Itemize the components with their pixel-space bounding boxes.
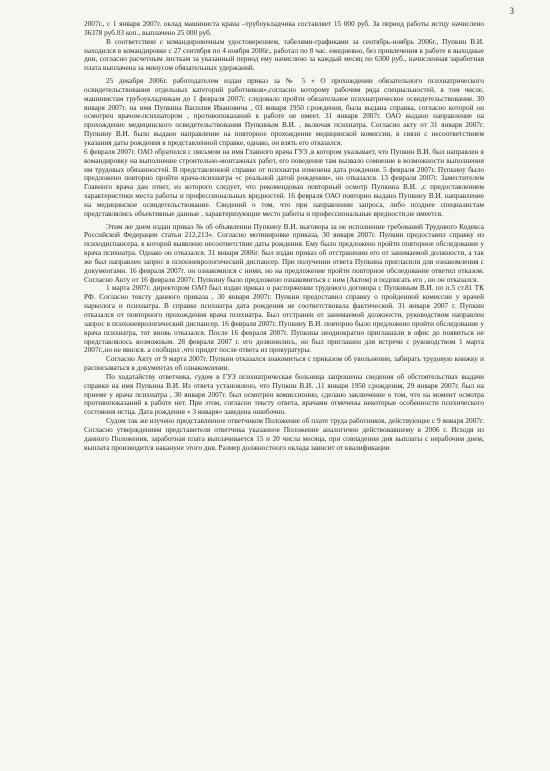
paragraph: В соответствии с командировочным удостоверением, табелями-графиками за сентябрь-ноябрь 2006г., Пупкин В.И. находился в командировке с 27 сентября по 4 ноября 2006г., работал по 8 час. ежедневно, без привлечения к работе в выходные дни, согласно расчетным листкам за указанный период ему начислено за каждый месяц по 6300 руб., начисленная заработная плата выплачена за минусом обязательных удержаний. [84,36,484,73]
paragraph: 25 декабря 2006г. работодателем издан приказ за № 5 « О прохождении обязательного психиатрического освидетельствования отдельных категорий работников»,согласно которому рабочим ряда специальностей, в том числе, машинистам трубоукладчикам до 1 февраля 2007г. следовало пройти обязательное психиатрическое освидетельствование. 30 января 2007г. на имя Пупкина Василия Ивановича , 03 января 1950 г.рождения, была выдана справка, согласно которой он осмотрен врачом-психиатором , противопоказаний к работе не имеет. 31 января 2007г. ОАО выдано направление на прохождение медицинского освидетельствования Пупкиным В.И. , включая психиатра. Согласно акту от 31 января 2007г. Пупкину В.И. было выдано направление на повторное прохождение медицинской комиссии, в связи с несоответствием указания даты рождения в представленной справке, однако, он взять его отказался. [84,76,484,147]
paragraph: Согласно Акту от 9 марта 2007г. Пупкин отказался знакомиться с приказом об увольнении, забирать трудовую книжку и расписываться в документах об ознакомлении. [84,354,484,373]
document-body [84,20,484,453]
paragraph: 2007г., с 1 января 2007г. оклад машиниста крана –трубоукладчика составляет 15 000 руб. За период работы истцу начислено 36378 руб.03 коп., выплачено 25 000 руб. [84,19,484,37]
paragraph: 1 марта 2007г. директором ОАО был издан приказ о расторжении трудового договора с Пупкиным В.И. по п.5 ст.81 ТК РФ. Согласно тексту данного приказа , 30 января 2007г. Пупкин предоставил справку о пройденной комиссии у врачей нарколога и психиатра. В справке психиатра дата рождения не соответствовала фактической. 31 января 2007 г. Пупкин отказался от повторного прохождения врача психиатра. Был отстранен от занимаемой должности, руководством направлен запрос в психоневрологический диспансер. 16 февраля 2007г. Пупкину В.И. повторно было предложено пройти обследование у врача психиатра, тот вновь отказался. После 16 февраля 2007г. Пупкина неоднократно приглашали в офис до появиться не представлялось возможным. 28 февраля 2007 г. его дозвонились, он был приглашен для встречи с руководством 1 марта 2007г.,но не явился. а сообщил ,что придет после ответа из прокуратуры. [84,283,484,355]
paragraph: 6 февраля 2007г. ОАО обратился с письмом на имя Главного врача ГУЗ ,в котором указывает, что Пупкин В.И. был направлен в командировку на выполнение строительно-монтажных работ, его поведение там вызвало сомнение в возможности выполнения им трудовых обязанностей. В представленной справке от психиатра изменена дата рождения. 5 февраля 2007г. Пупкину было предложено повторно пройти врача-психиатра «с реальной датой рождения», он отказался. 13 февраля 2007г. Заместителем Главного врача дан ответ, из которого следует, что рекомендован повторный осмотр Пупкина В.И. ,с предоставлением характеристики места работы и профессиональных вредностей. 16 февраля ОАО повторно выдано Пупкину В.И. направление на медицинское освидетельствование. Сведений о том, что при направлении запроса, либо позднее специалистам представлялись объективные данные , характеризующие место работы и профессиональные вредности,не имеется. [84,146,484,218]
paragraph: Судом так же изучено представленное ответчиком Положение об плате труда работников, действующее с 9 января 2007г. Согласно утверждениям представителя ответчика указанное Положение аналогично действовавшему в 2006 г. Исходя из данного Положения, заработная плата выплачивается 15 и 20 числа месяца, при совпадении дня выплаты с нерабочим днем, выплата производится накануне этого дня. Размер должностного оклада зависит от квалификации [84,416,484,452]
paragraph: Этим же днем издан приказ № об объявлении Пупкину В.И. выговора за не исполнение требований Трудового Кодекса Российской Федерации статьи 212,213». Согласно мотивировке приказа, 30 января 2007г. Пупкин предоставил справку из психодиспансера, в которой выявлено несоответствие даты рождения. Ему было предложено пройти повторное обследование у врача психиатра. Однако он отказался. 31 января 2006г. был издан приказ об отстранении его от занимаемой должности, а так же был направлен запрос в психоневрологический диспансер. При получении ответа Пупкина пригласили для ознакомления с документами. 16 февраля 2007г. он ознакомился с ними, но на предложение пройти повторное обследование ответил отказом. Согласно Акту от 16 февраля 2007г. Пупкину было предложено ознакомиться с ним (Актом) и подписать его , но он отказался. [84,221,484,284]
page-number: 3 [509,6,514,16]
paragraph: По ходатайству ответчика, судом в ГУЗ психиатрическая больница запрошены сведения об обстоятельствах выдачи справки на имя Пупкина В.И. Из ответа установлено, что Пупкин В.И. ,11 января 1950 г.рождения, 29 января 2007г. был на приеме у врача психиатра , 30 января 2007г. был осмотрен комиссионно, сделано заключение о том, что на момент осмотра противопоказаний к работе нет. При этом, согласно тексту ответа, врачами отмечены некоторые особенности психического состояния истца. Дата рождения « 3 января» заведена ошибочно. [84,371,484,417]
